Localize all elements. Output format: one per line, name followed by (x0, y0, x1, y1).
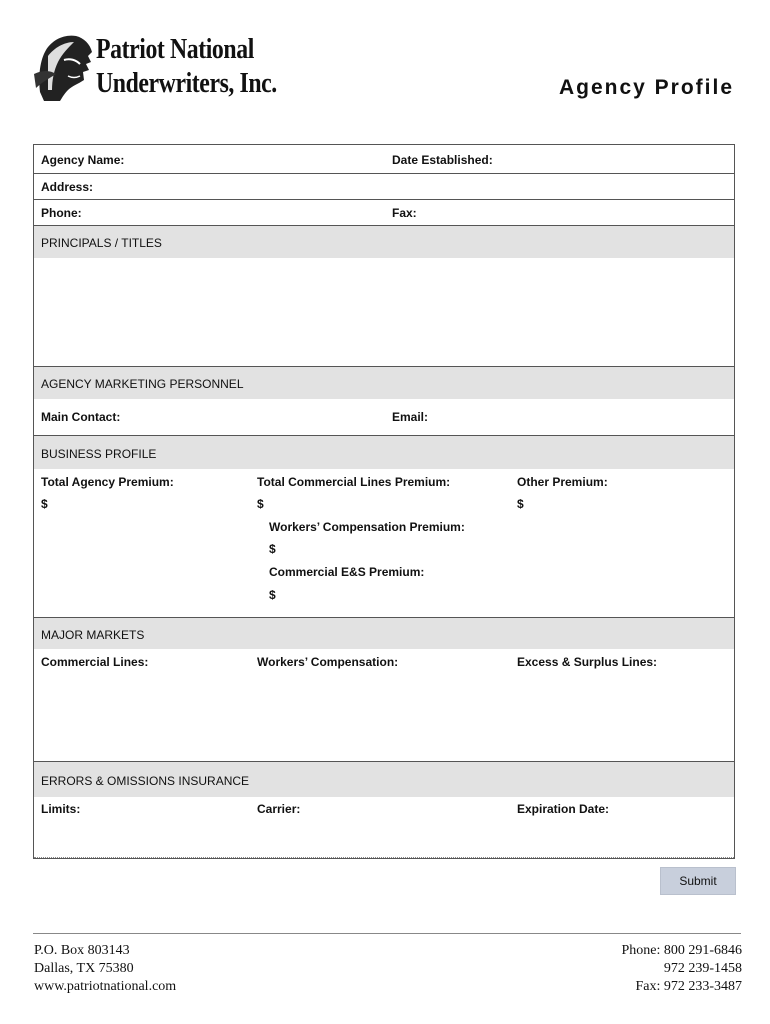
other-premium-label: Other Premium: (517, 475, 608, 489)
address-line1: P.O. Box 803143 (34, 943, 130, 958)
commercial-es-premium-label: Commercial E&S Premium: (269, 565, 425, 579)
website-link[interactable]: www.patriotnational.com (34, 979, 177, 994)
workers-comp-premium-label: Workers’ Compensation Premium: (269, 520, 465, 534)
total-agency-premium-label: Total Agency Premium: (41, 475, 174, 489)
principals-section-header (34, 225, 734, 258)
principals-input-area[interactable] (34, 258, 734, 366)
company-logo (34, 30, 277, 102)
agency-name-field[interactable]: Agency Name: (41, 153, 125, 167)
carrier-field[interactable]: Carrier: (257, 802, 301, 816)
footer-address (34, 942, 176, 996)
total-commercial-premium-input[interactable]: $ (257, 497, 264, 511)
email-field[interactable]: Email: (392, 410, 429, 424)
address-line2: Dallas, TX 75380 (34, 961, 134, 976)
excess-surplus-field[interactable]: Excess & Surplus Lines: (517, 655, 658, 669)
marketing-section-header (34, 366, 734, 399)
address-field[interactable]: Address: (41, 180, 94, 194)
workers-comp-premium-input[interactable]: $ (269, 542, 276, 556)
address-row (34, 174, 734, 200)
total-agency-premium-input[interactable]: $ (41, 497, 48, 511)
page-title: Agency Profile (558, 76, 734, 99)
total-commercial-premium-label: Total Commercial Lines Premium: (257, 475, 451, 489)
phone-number-alt: 972 239-1458 (663, 961, 742, 976)
commercial-es-premium-input[interactable]: $ (269, 588, 276, 602)
principals-section-title: PRINCIPALS / TITLES (41, 236, 162, 250)
eo-body (34, 797, 734, 858)
date-established-field[interactable]: Date Established: (392, 153, 493, 167)
agency-name-row (34, 145, 734, 174)
limits-field[interactable]: Limits: (41, 802, 81, 816)
footer-divider (33, 933, 741, 934)
business-section-title: BUSINESS PROFILE (41, 447, 157, 461)
company-name-line2: Underwriters, Inc. (96, 67, 277, 99)
submit-button[interactable]: Submit (660, 867, 736, 895)
commercial-lines-field[interactable]: Commercial Lines: (41, 655, 149, 669)
main-contact-field[interactable]: Main Contact: (41, 410, 121, 424)
fax-field[interactable]: Fax: (392, 206, 417, 220)
other-premium-input[interactable]: $ (517, 497, 524, 511)
expiration-date-field[interactable]: Expiration Date: (517, 802, 610, 816)
agency-profile-form (33, 144, 735, 859)
workers-compensation-field[interactable]: Workers’ Compensation: (257, 655, 399, 669)
major-markets-body (34, 649, 734, 761)
marketing-section-title: AGENCY MARKETING PERSONNEL (41, 377, 244, 391)
footer-contact (621, 942, 742, 996)
markets-section-header (34, 617, 734, 649)
phone-row (34, 200, 734, 225)
phone-number: Phone: 800 291-6846 (621, 943, 742, 958)
fax-number: Fax: 972 233-3487 (635, 979, 742, 994)
business-profile-body (34, 469, 734, 617)
markets-section-title: MAJOR MARKETS (41, 628, 145, 642)
main-contact-row (34, 399, 734, 435)
business-section-header (34, 435, 734, 469)
eo-section-title: ERRORS & OMISSIONS INSURANCE (41, 774, 250, 788)
phone-field[interactable]: Phone: (41, 206, 82, 220)
eo-section-header (34, 761, 734, 797)
patriot-head-icon (34, 30, 96, 102)
company-name-line1: Patriot National (96, 33, 254, 65)
